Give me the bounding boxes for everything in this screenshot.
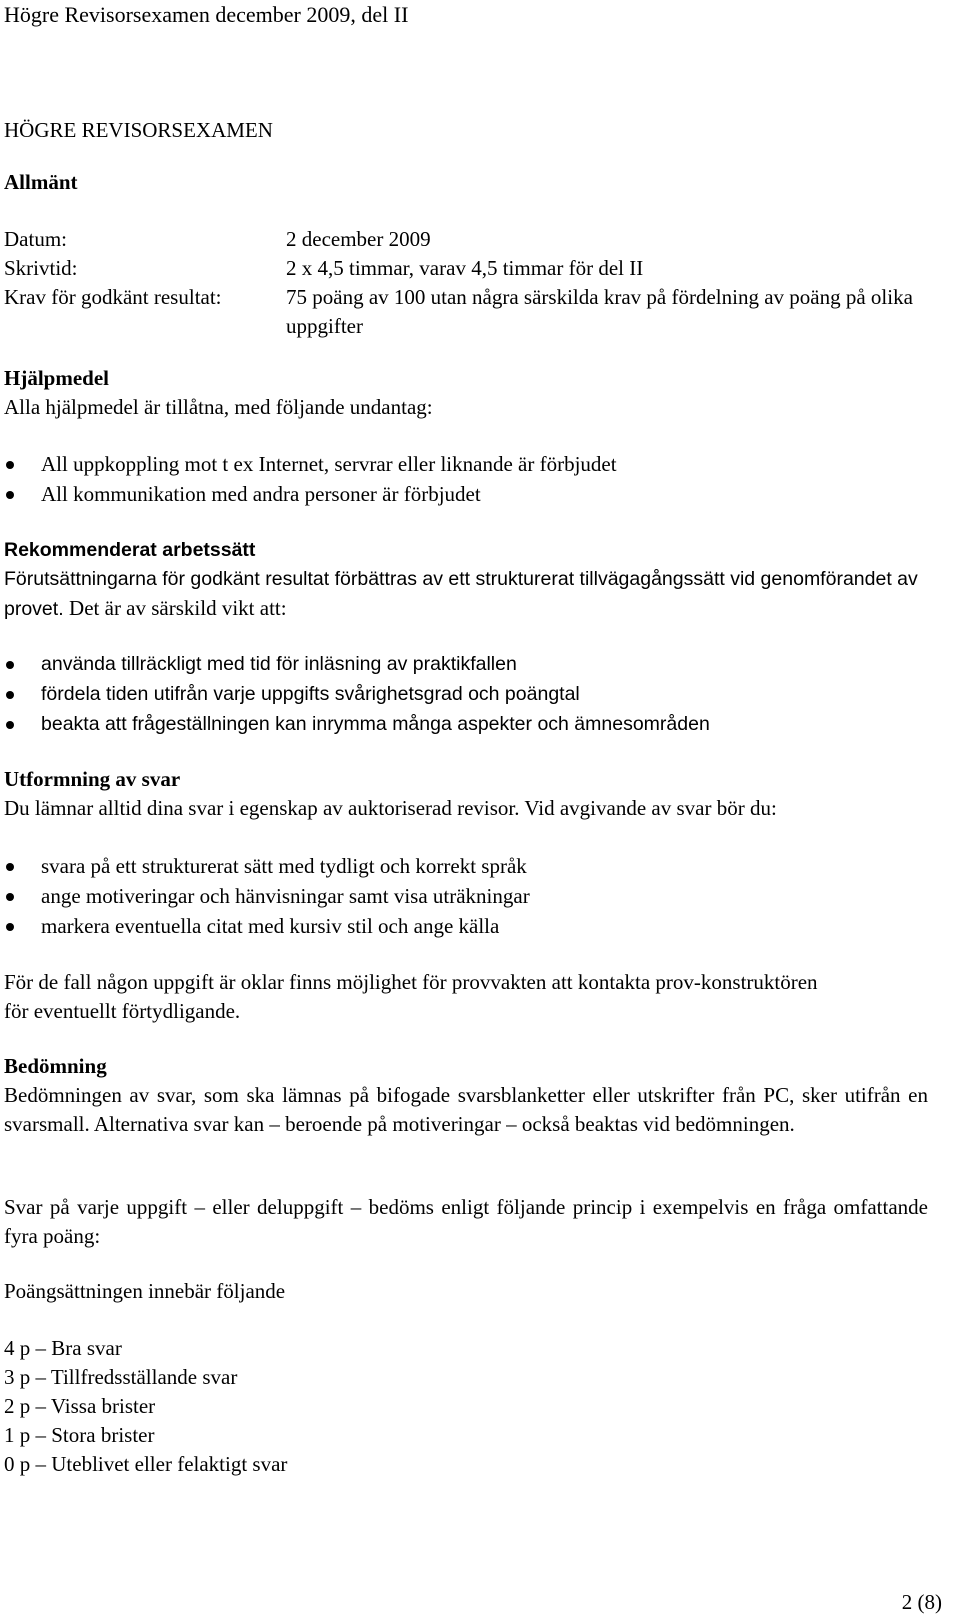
bullet-icon: [6, 491, 14, 499]
bullet-icon: [6, 893, 14, 901]
info-row-pass-requirement: [4, 283, 952, 341]
list-item: All uppkoppling mot t ex Internet, servrar eller liknande är förbjudet: [4, 450, 952, 480]
answer-format-note: För de fall någon uppgift är oklar finns möjlighet för provvakten att kontakta prov-konstruktören för eventuellt förtydligande.: [4, 970, 818, 1023]
recommended-list: [4, 650, 952, 740]
list-item: markera eventuella citat med kursiv stil och ange källa: [4, 912, 952, 942]
recommended-intro: Förutsättningarna för godkänt resultat förbättras av ett strukturerat tillvägagångssätt vid genomförandet av provet. Det är av särskild vikt att:: [4, 568, 918, 620]
score-item: 3 p – Tillfredsställande svar: [4, 1365, 238, 1389]
assessment-paragraph-1: Bedömningen av svar, som ska lämnas på bifogade svarsblanketter eller utskrifter från PC, sker utifrån en svarsmall. Alternativa svar kan – beroende på motiveringar – också beaktas vid bedömningen.: [4, 1083, 928, 1136]
list-item: använda tillräckligt med tid för inläsning av praktikfallen: [4, 650, 952, 680]
list-item: beakta att frågeställningen kan inrymma många aspekter och ämnesområden: [4, 710, 952, 740]
info-label: Skrivtid:: [4, 256, 78, 280]
exam-page: [4, 0, 952, 1617]
section-heading-aids: Hjälpmedel: [4, 366, 109, 390]
answer-format-intro: Du lämnar alltid dina svar i egenskap av auktoriserad revisor. Vid avgivande av svar bör du:: [4, 796, 777, 820]
scoring-list: [4, 1334, 952, 1479]
answer-format-list: [4, 852, 952, 942]
info-row-date: [4, 225, 952, 254]
score-item: 0 p – Uteblivet eller felaktigt svar: [4, 1452, 288, 1476]
scoring-intro: Poängsättningen innebär följande: [4, 1279, 286, 1303]
info-label: Datum:: [4, 227, 67, 251]
info-value: 2 x 4,5 timmar, varav 4,5 timmar för del II: [286, 256, 644, 280]
exam-title: HÖGRE REVISORSEXAMEN: [4, 118, 273, 142]
section-heading-assessment: Bedömning: [4, 1054, 107, 1078]
info-label: Krav för godkänt resultat:: [4, 285, 222, 309]
info-row-writing-time: [4, 254, 952, 283]
bullet-icon: [6, 661, 14, 669]
page-number: 2 (8): [901, 1590, 942, 1614]
bullet-icon: [6, 691, 14, 699]
list-item: svara på ett strukturerat sätt med tydligt och korrekt språk: [4, 852, 952, 882]
exam-info-table: [4, 225, 952, 341]
score-item: 1 p – Stora brister: [4, 1423, 155, 1447]
list-item: ange motiveringar och hänvisningar samt visa uträkningar: [4, 882, 952, 912]
list-item: All kommunikation med andra personer är förbjudet: [4, 480, 952, 510]
aids-intro: Alla hjälpmedel är tillåtna, med följande undantag:: [4, 395, 433, 419]
bullet-icon: [6, 461, 14, 469]
bullet-icon: [6, 923, 14, 931]
info-value: 75 poäng av 100 utan några särskilda krav på fördelning av poäng på olika uppgifter: [286, 285, 913, 338]
list-item: fördela tiden utifrån varje uppgifts svårighetsgrad och poängtal: [4, 680, 952, 710]
assessment-paragraph-2: Svar på varje uppgift – eller deluppgift – bedöms enligt följande princip i exempelvis en fråga omfattande fyra poäng:: [4, 1195, 928, 1248]
bullet-icon: [6, 721, 14, 729]
info-value: 2 december 2009: [286, 227, 431, 251]
bullet-icon: [6, 863, 14, 871]
section-heading-recommended: Rekommenderat arbetssätt: [4, 539, 256, 561]
section-heading-answer-format: Utformning av svar: [4, 767, 181, 791]
score-item: 2 p – Vissa brister: [4, 1394, 156, 1418]
running-header: Högre Revisorsexamen december 2009, del II: [4, 2, 409, 27]
score-item: 4 p – Bra svar: [4, 1336, 122, 1360]
section-heading-general: Allmänt: [4, 170, 78, 194]
aids-exceptions-list: [4, 450, 952, 510]
